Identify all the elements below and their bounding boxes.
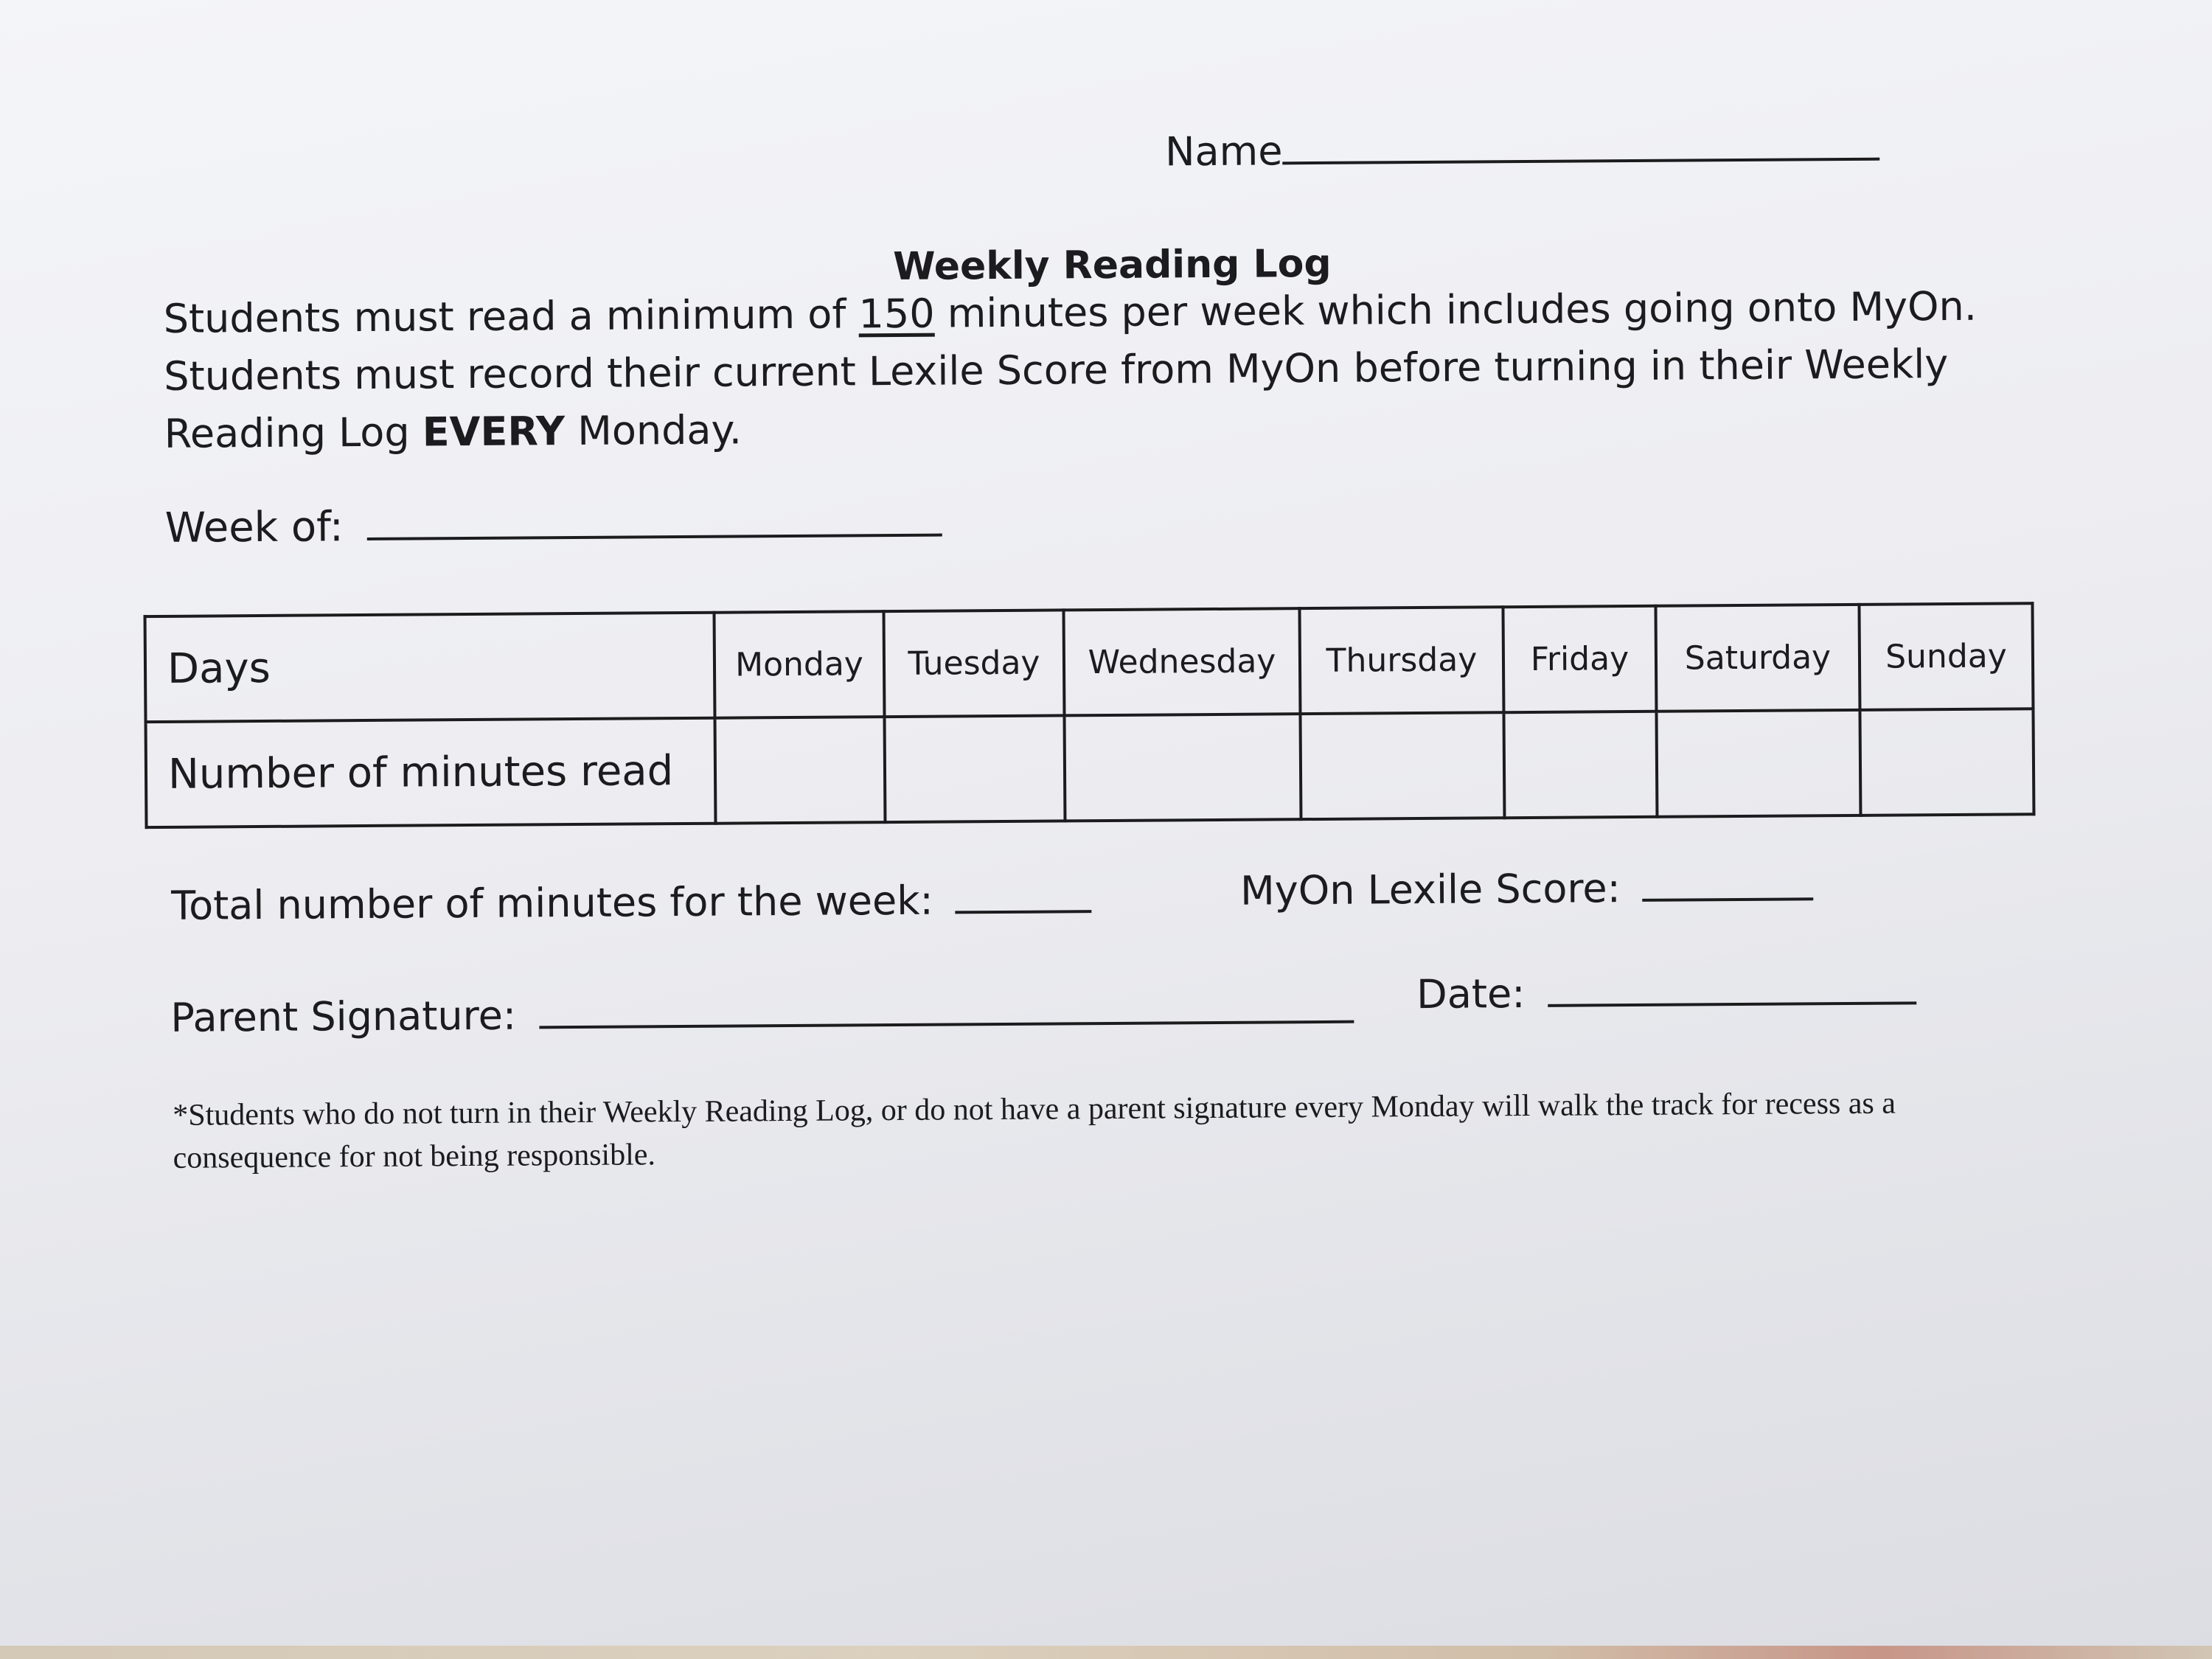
date-label: Date:: [1416, 970, 1526, 1018]
minutes-cell-tuesday[interactable]: [884, 715, 1065, 822]
day-tuesday: Tuesday: [883, 610, 1064, 717]
day-saturday: Saturday: [1655, 605, 1860, 712]
week-of-label: Week of:: [164, 503, 344, 552]
parent-signature-blank[interactable]: [539, 991, 1354, 1029]
instructions: Students must read a minimum of 150 minutes per week which includes going onto MyOn. Students must record their current Lexile Score from MyOn before turning in their Weekly Reading Log EVERY Monday.: [163, 282, 1978, 457]
footnote: *Students who do not turn in their Weekly Reading Log, or do not have a parent signature every Monday will walk the track for recess as a consequence for not being responsible.: [173, 1086, 1896, 1175]
emphasis-every: EVERY: [422, 408, 566, 456]
lexile-score-label: MyOn Lexile Score:: [1239, 865, 1621, 914]
date-field: [1416, 967, 1917, 1018]
total-minutes-label: Total number of minutes for the week:: [171, 877, 933, 929]
date-blank[interactable]: [1548, 972, 1916, 1006]
total-minutes-blank[interactable]: [955, 880, 1091, 914]
days-header: Days: [145, 613, 715, 722]
name-blank[interactable]: [1282, 128, 1879, 165]
form-title: Weekly Reading Log: [893, 241, 1332, 290]
minutes-cell-sunday[interactable]: [1860, 709, 2034, 815]
day-monday: Monday: [714, 611, 885, 718]
days-row: [145, 603, 2034, 722]
minutes-row: [146, 709, 2034, 827]
minutes-cell-wednesday[interactable]: [1064, 714, 1301, 821]
total-minutes-field: [171, 876, 1091, 929]
day-wednesday: Wednesday: [1063, 608, 1300, 715]
day-sunday: Sunday: [1859, 603, 2033, 710]
desk-edge: [0, 1646, 2212, 1659]
minutes-cell-thursday[interactable]: [1300, 712, 1504, 819]
parent-signature-field: [170, 987, 1354, 1041]
day-friday: Friday: [1503, 606, 1656, 712]
minutes-cell-friday[interactable]: [1503, 712, 1657, 818]
name-field: [1165, 124, 1880, 175]
minutes-header: Number of minutes read: [146, 718, 716, 827]
week-of-field: [164, 499, 942, 552]
minutes-cell-monday[interactable]: [715, 717, 886, 824]
week-of-blank[interactable]: [366, 504, 942, 540]
lexile-score-blank[interactable]: [1642, 868, 1813, 902]
minutes-cell-saturday[interactable]: [1656, 710, 1860, 817]
day-thursday: Thursday: [1299, 607, 1503, 714]
minimum-minutes: 150: [858, 290, 935, 338]
name-label: Name: [1164, 128, 1283, 175]
parent-signature-label: Parent Signature:: [170, 992, 517, 1041]
reading-log-table: [144, 602, 2036, 829]
lexile-score-field: [1240, 863, 1813, 914]
